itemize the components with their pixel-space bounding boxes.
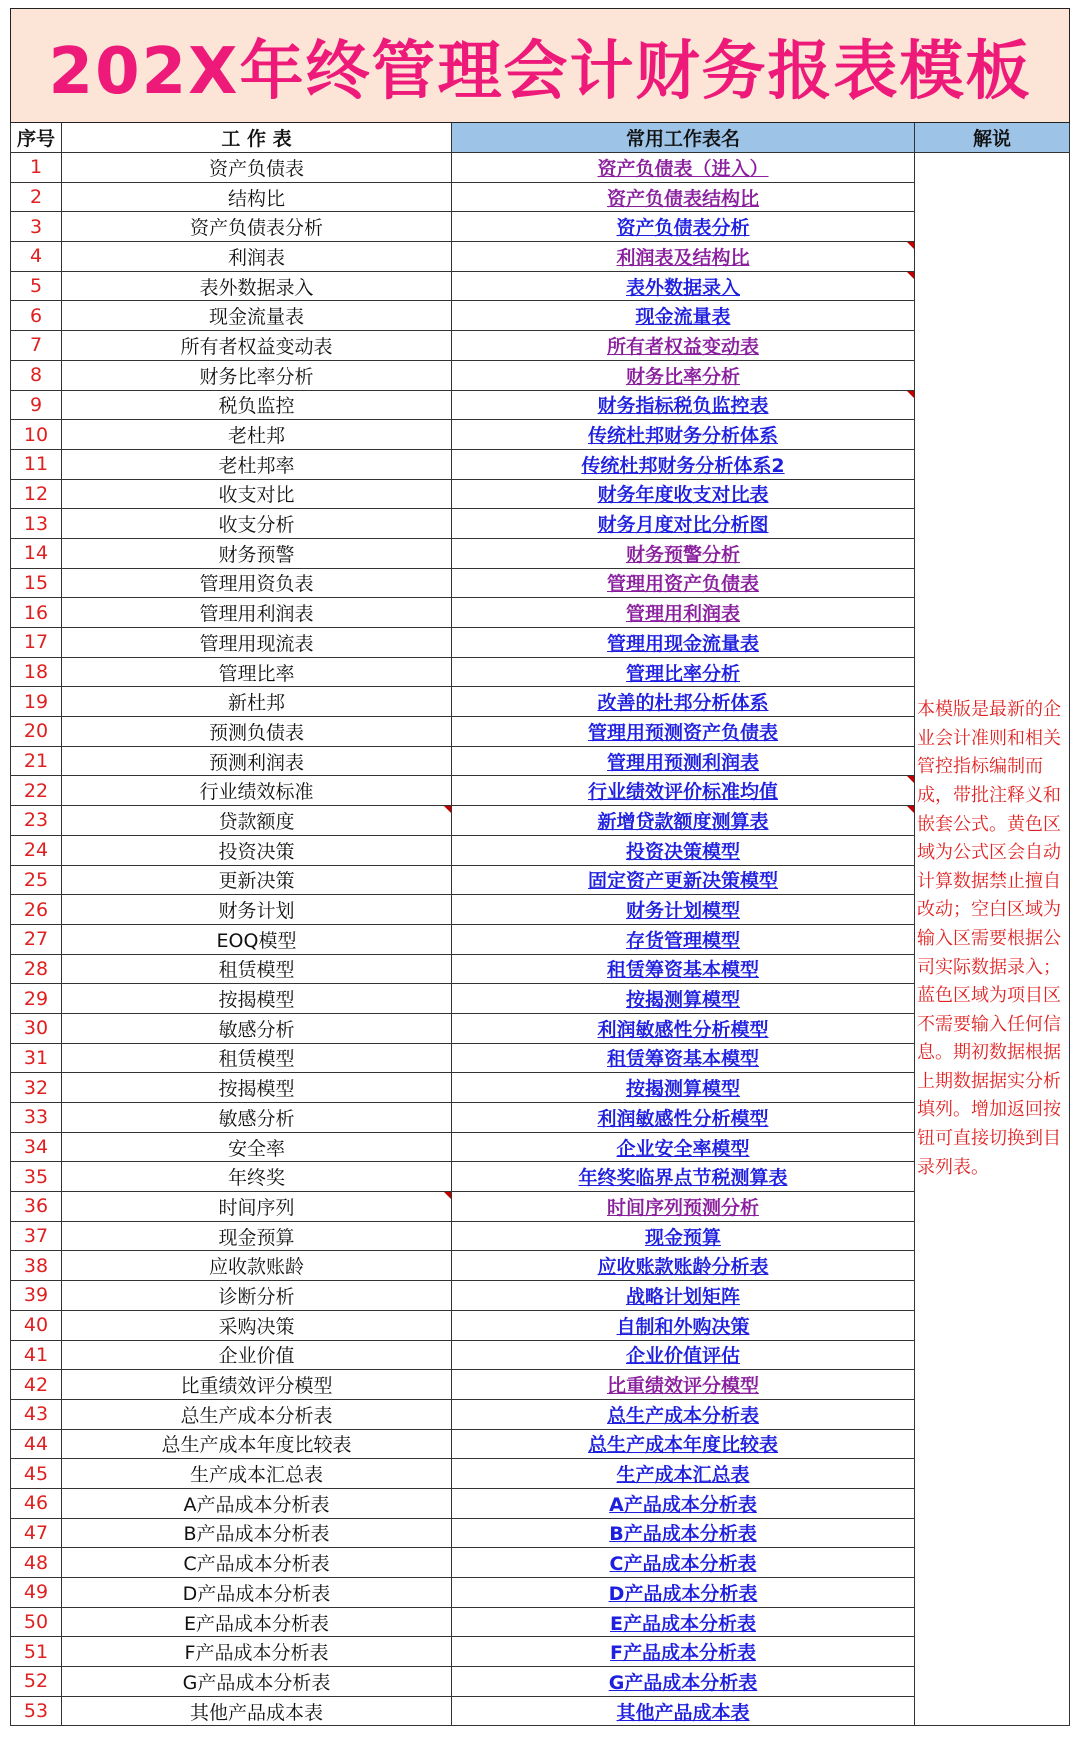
sheet-link[interactable]: 资产负债表（进入） — [597, 157, 769, 180]
sheet-link-cell — [452, 984, 915, 1014]
sheet-name: 结构比 — [62, 183, 452, 213]
sheet-link-cell — [452, 598, 915, 628]
sheet-name: 更新决策 — [62, 866, 452, 896]
sheet-link[interactable]: 传统杜邦财务分析体系 — [587, 425, 778, 448]
sheet-link[interactable]: 传统杜邦财务分析体系2 — [581, 454, 785, 477]
row-number: 26 — [10, 895, 62, 925]
row-number: 45 — [10, 1459, 62, 1489]
sheet-link[interactable]: 租赁筹资基本模型 — [606, 1048, 759, 1071]
sheet-name: 企业价值 — [62, 1341, 452, 1371]
sheet-name: E产品成本分析表 — [62, 1608, 452, 1638]
sheet-link-cell — [452, 1162, 915, 1192]
sheet-name: 资产负债表分析 — [62, 212, 452, 242]
sheet-link[interactable]: 企业安全率模型 — [616, 1137, 750, 1160]
row-number: 52 — [10, 1667, 62, 1697]
row-number: 33 — [10, 1103, 62, 1133]
sheet-link-cell — [452, 1637, 915, 1667]
sheet-link[interactable]: 资产负债表分析 — [616, 217, 750, 240]
sheet-link-cell — [452, 539, 915, 569]
sheet-link-cell — [452, 1044, 915, 1074]
row-number: 25 — [10, 866, 62, 896]
row-number: 39 — [10, 1281, 62, 1311]
sheet-link-cell — [452, 1459, 915, 1489]
sheet-link[interactable]: B产品成本分析表 — [609, 1523, 757, 1546]
row-number: 5 — [10, 272, 62, 302]
sheet-link-cell — [452, 717, 915, 747]
sheet-name: 其他产品成本表 — [62, 1697, 452, 1727]
sheet-link-cell — [452, 420, 915, 450]
sheet-link-cell — [452, 1489, 915, 1519]
row-number: 32 — [10, 1073, 62, 1103]
sheet-link-cell — [452, 895, 915, 925]
sheet-link[interactable]: 年终奖临界点节税测算表 — [578, 1167, 788, 1190]
sheet-name: 现金流量表 — [62, 301, 452, 331]
sheet-link[interactable]: 利润敏感性分析模型 — [597, 1018, 769, 1041]
sheet-link-cell — [452, 361, 915, 391]
sheet-name: 预测利润表 — [62, 747, 452, 777]
sheet-link-cell — [452, 1192, 915, 1222]
row-number: 47 — [10, 1519, 62, 1549]
sheet-name: 时间序列 — [62, 1192, 452, 1222]
sheet-name: 利润表 — [62, 242, 452, 272]
sheet-link[interactable]: 管理用预测资产负债表 — [587, 721, 778, 744]
sheet-name: 老杜邦率 — [62, 450, 452, 480]
row-number: 8 — [10, 361, 62, 391]
sheet-link-cell — [452, 1608, 915, 1638]
sheet-name: 表外数据录入 — [62, 272, 452, 302]
sheet-name: 按揭模型 — [62, 1073, 452, 1103]
row-number: 29 — [10, 984, 62, 1014]
sheet-name: 贷款额度 — [62, 806, 452, 836]
row-number: 2 — [10, 183, 62, 213]
sheet-link[interactable]: 总生产成本年度比较表 — [587, 1434, 778, 1457]
sheet-link[interactable]: 财务指标税负监控表 — [597, 395, 769, 418]
header-sheet: 工 作 表 — [62, 123, 452, 153]
sheet-name: 新杜邦 — [62, 687, 452, 717]
row-number: 9 — [10, 391, 62, 421]
sheet-link-cell — [452, 450, 915, 480]
row-number: 17 — [10, 628, 62, 658]
row-number: 18 — [10, 658, 62, 688]
sheet-name: 管理用利润表 — [62, 598, 452, 628]
sheet-link-cell — [452, 1281, 915, 1311]
sheet-name: 按揭模型 — [62, 984, 452, 1014]
row-number: 53 — [10, 1697, 62, 1727]
row-number: 44 — [10, 1430, 62, 1460]
sheet-name: G产品成本分析表 — [62, 1667, 452, 1697]
row-number: 3 — [10, 212, 62, 242]
sheet-name: 老杜邦 — [62, 420, 452, 450]
row-number: 4 — [10, 242, 62, 272]
row-number: 1 — [10, 153, 62, 183]
sheet-link[interactable]: 财务比率分析 — [625, 365, 740, 388]
sheet-link-cell — [452, 836, 915, 866]
row-number: 15 — [10, 569, 62, 599]
sheet-name: 敏感分析 — [62, 1014, 452, 1044]
row-number: 21 — [10, 747, 62, 777]
sheet-link[interactable]: C产品成本分析表 — [609, 1553, 757, 1576]
page-title: 202X年终管理会计财务报表模板 — [48, 34, 1032, 109]
row-number: 31 — [10, 1044, 62, 1074]
row-number: 11 — [10, 450, 62, 480]
sheet-link[interactable]: 财务年度收支对比表 — [597, 484, 769, 507]
sheet-link-cell — [452, 866, 915, 896]
sheet-link-cell — [452, 806, 915, 836]
sheet-name: A产品成本分析表 — [62, 1489, 452, 1519]
sheet-name: 应收款账龄 — [62, 1251, 452, 1281]
sheet-link[interactable]: 利润敏感性分析模型 — [597, 1107, 769, 1130]
sheet-link-cell — [452, 301, 915, 331]
sheet-link[interactable]: 管理用现金流量表 — [606, 632, 759, 655]
sheet-link-cell — [452, 272, 915, 302]
sheet-name: 诊断分析 — [62, 1281, 452, 1311]
spreadsheet — [10, 8, 1070, 1738]
sheet-link-cell — [452, 1133, 915, 1163]
sheet-name: 总生产成本分析表 — [62, 1400, 452, 1430]
row-number: 38 — [10, 1251, 62, 1281]
sheet-name: C产品成本分析表 — [62, 1548, 452, 1578]
sheet-link-cell — [452, 1667, 915, 1697]
note-cell — [915, 153, 1070, 1726]
sheet-name: F产品成本分析表 — [62, 1637, 452, 1667]
sheet-link[interactable]: 自制和外购决策 — [616, 1315, 750, 1338]
row-number: 28 — [10, 955, 62, 985]
sheet-name: 敏感分析 — [62, 1103, 452, 1133]
sheet-link[interactable]: 利润表及结构比 — [616, 246, 750, 269]
sheet-link[interactable]: F产品成本分析表 — [610, 1642, 756, 1665]
sheet-name: 管理用现流表 — [62, 628, 452, 658]
row-number: 23 — [10, 806, 62, 836]
sheet-name: EOQ模型 — [62, 925, 452, 955]
row-number: 50 — [10, 1608, 62, 1638]
sheet-name: 管理用资负表 — [62, 569, 452, 599]
sheet-name: D产品成本分析表 — [62, 1578, 452, 1608]
row-number: 40 — [10, 1311, 62, 1341]
sheet-link-cell — [452, 1103, 915, 1133]
sheet-link[interactable]: 表外数据录入 — [625, 276, 740, 299]
header-seq: 序号 — [10, 123, 62, 153]
sheet-link-cell — [452, 1400, 915, 1430]
sheet-name: 行业绩效标准 — [62, 776, 452, 806]
sheet-name: 预测负债表 — [62, 717, 452, 747]
sheet-name: 年终奖 — [62, 1162, 452, 1192]
sheet-link-cell — [452, 1370, 915, 1400]
sheet-link-cell — [452, 628, 915, 658]
row-number: 19 — [10, 687, 62, 717]
sheet-link[interactable]: 固定资产更新决策模型 — [587, 870, 778, 893]
row-number: 37 — [10, 1222, 62, 1252]
sheet-name: 财务计划 — [62, 895, 452, 925]
row-number: 10 — [10, 420, 62, 450]
row-number: 12 — [10, 480, 62, 510]
sheet-link-cell — [452, 1430, 915, 1460]
row-number: 46 — [10, 1489, 62, 1519]
sheet-link[interactable]: 按揭测算模型 — [625, 1078, 740, 1101]
row-number: 49 — [10, 1578, 62, 1608]
sheet-link-cell — [452, 1014, 915, 1044]
sheet-link[interactable]: 战略计划矩阵 — [625, 1285, 740, 1308]
sheet-link-cell — [452, 955, 915, 985]
sheet-name: 采购决策 — [62, 1311, 452, 1341]
note-text: 本模版是最新的企业会计准则和相关管控指标编制而成，带批注释义和嵌套公式。黄色区域为公式区会自动计算数据禁止擅自改动；空白区域为输入区需要根据公司实际数据录入；蓝色区域为项目区不需要输入任何信息。期初数据根据上期数据据实分析填列。增加返回按钮可直接切换到目录列表。 — [917, 699, 1061, 1178]
row-number: 13 — [10, 509, 62, 539]
sheet-link-cell — [452, 687, 915, 717]
sheet-link[interactable]: 存货管理模型 — [625, 929, 740, 952]
sheet-link[interactable]: 管理用资产负债表 — [606, 573, 759, 596]
row-number: 6 — [10, 301, 62, 331]
sheet-name: 所有者权益变动表 — [62, 331, 452, 361]
sheet-link-cell — [452, 747, 915, 777]
sheet-link[interactable]: 投资决策模型 — [625, 840, 740, 863]
sheet-link-cell — [452, 925, 915, 955]
sheet-link[interactable]: 新增贷款额度测算表 — [597, 810, 769, 833]
sheet-name: 总生产成本年度比较表 — [62, 1430, 452, 1460]
sheet-link[interactable]: 总生产成本分析表 — [606, 1404, 759, 1427]
sheet-link-cell — [452, 569, 915, 599]
row-number: 42 — [10, 1370, 62, 1400]
row-number: 22 — [10, 776, 62, 806]
sheet-link[interactable]: 应收账款账龄分析表 — [597, 1256, 769, 1279]
sheet-link[interactable]: 比重绩效评分模型 — [606, 1375, 759, 1398]
title-banner — [10, 8, 1070, 123]
row-number: 48 — [10, 1548, 62, 1578]
sheet-link-cell — [452, 1578, 915, 1608]
row-number: 34 — [10, 1133, 62, 1163]
sheet-link-cell — [452, 1073, 915, 1103]
sheet-index-table — [10, 123, 1070, 1726]
sheet-link-cell — [452, 183, 915, 213]
sheet-name: B产品成本分析表 — [62, 1519, 452, 1549]
row-number: 41 — [10, 1341, 62, 1371]
header-note: 解说 — [915, 123, 1070, 153]
row-number: 36 — [10, 1192, 62, 1222]
sheet-link-cell — [452, 391, 915, 421]
sheet-link[interactable]: 资产负债表结构比 — [606, 187, 759, 210]
row-number: 14 — [10, 539, 62, 569]
sheet-link-cell — [452, 480, 915, 510]
sheet-link[interactable]: 管理比率分析 — [625, 662, 740, 685]
sheet-link[interactable]: 现金预算 — [644, 1226, 721, 1249]
sheet-link[interactable]: 生产成本汇总表 — [616, 1464, 750, 1487]
sheet-link[interactable]: 行业绩效评价标准均值 — [587, 781, 778, 804]
sheet-link[interactable]: 所有者权益变动表 — [606, 335, 759, 358]
sheet-link[interactable]: 财务预警分析 — [625, 543, 740, 566]
sheet-link-cell — [452, 1251, 915, 1281]
sheet-name: 投资决策 — [62, 836, 452, 866]
sheet-link-cell — [452, 509, 915, 539]
sheet-link[interactable]: 其他产品成本表 — [616, 1701, 750, 1724]
row-number: 35 — [10, 1162, 62, 1192]
sheet-link-cell — [452, 1548, 915, 1578]
sheet-link-cell — [452, 153, 915, 183]
sheet-link[interactable]: 租赁筹资基本模型 — [606, 959, 759, 982]
sheet-link-cell — [452, 242, 915, 272]
sheet-name: 比重绩效评分模型 — [62, 1370, 452, 1400]
sheet-link[interactable]: 管理用预测利润表 — [606, 751, 759, 774]
sheet-name: 收支分析 — [62, 509, 452, 539]
sheet-link[interactable]: 财务月度对比分析图 — [597, 514, 769, 537]
sheet-link[interactable]: D产品成本分析表 — [608, 1582, 758, 1605]
sheet-name: 资产负债表 — [62, 153, 452, 183]
sheet-link-cell — [452, 658, 915, 688]
sheet-link-cell — [452, 1311, 915, 1341]
sheet-link[interactable]: 企业价值评估 — [625, 1345, 740, 1368]
sheet-name: 财务比率分析 — [62, 361, 452, 391]
row-number: 51 — [10, 1637, 62, 1667]
row-number: 43 — [10, 1400, 62, 1430]
sheet-link[interactable]: 改善的杜邦分析体系 — [597, 692, 769, 715]
sheet-name: 管理比率 — [62, 658, 452, 688]
sheet-link[interactable]: E产品成本分析表 — [610, 1612, 756, 1635]
sheet-name: 收支对比 — [62, 480, 452, 510]
sheet-link[interactable]: 管理用利润表 — [625, 603, 740, 626]
row-number: 24 — [10, 836, 62, 866]
sheet-link[interactable]: 财务计划模型 — [625, 900, 740, 923]
sheet-link-cell — [452, 331, 915, 361]
row-number: 20 — [10, 717, 62, 747]
sheet-name: 租赁模型 — [62, 1044, 452, 1074]
sheet-link-cell — [452, 776, 915, 806]
sheet-link[interactable]: A产品成本分析表 — [609, 1493, 757, 1516]
row-number: 7 — [10, 331, 62, 361]
sheet-name: 现金预算 — [62, 1222, 452, 1252]
sheet-link-cell — [452, 212, 915, 242]
row-number: 16 — [10, 598, 62, 628]
sheet-link-cell — [452, 1697, 915, 1727]
row-number: 30 — [10, 1014, 62, 1044]
sheet-name: 税负监控 — [62, 391, 452, 421]
sheet-name: 财务预警 — [62, 539, 452, 569]
header-common-name: 常用工作表名 — [452, 123, 915, 153]
sheet-link[interactable]: 按揭测算模型 — [625, 989, 740, 1012]
sheet-link[interactable]: 时间序列预测分析 — [606, 1196, 759, 1219]
sheet-link-cell — [452, 1222, 915, 1252]
sheet-name: 生产成本汇总表 — [62, 1459, 452, 1489]
sheet-link-cell — [452, 1519, 915, 1549]
sheet-name: 租赁模型 — [62, 955, 452, 985]
sheet-link-cell — [452, 1341, 915, 1371]
sheet-link[interactable]: G产品成本分析表 — [608, 1671, 758, 1694]
row-number: 27 — [10, 925, 62, 955]
sheet-name: 安全率 — [62, 1133, 452, 1163]
sheet-link[interactable]: 现金流量表 — [635, 306, 731, 329]
